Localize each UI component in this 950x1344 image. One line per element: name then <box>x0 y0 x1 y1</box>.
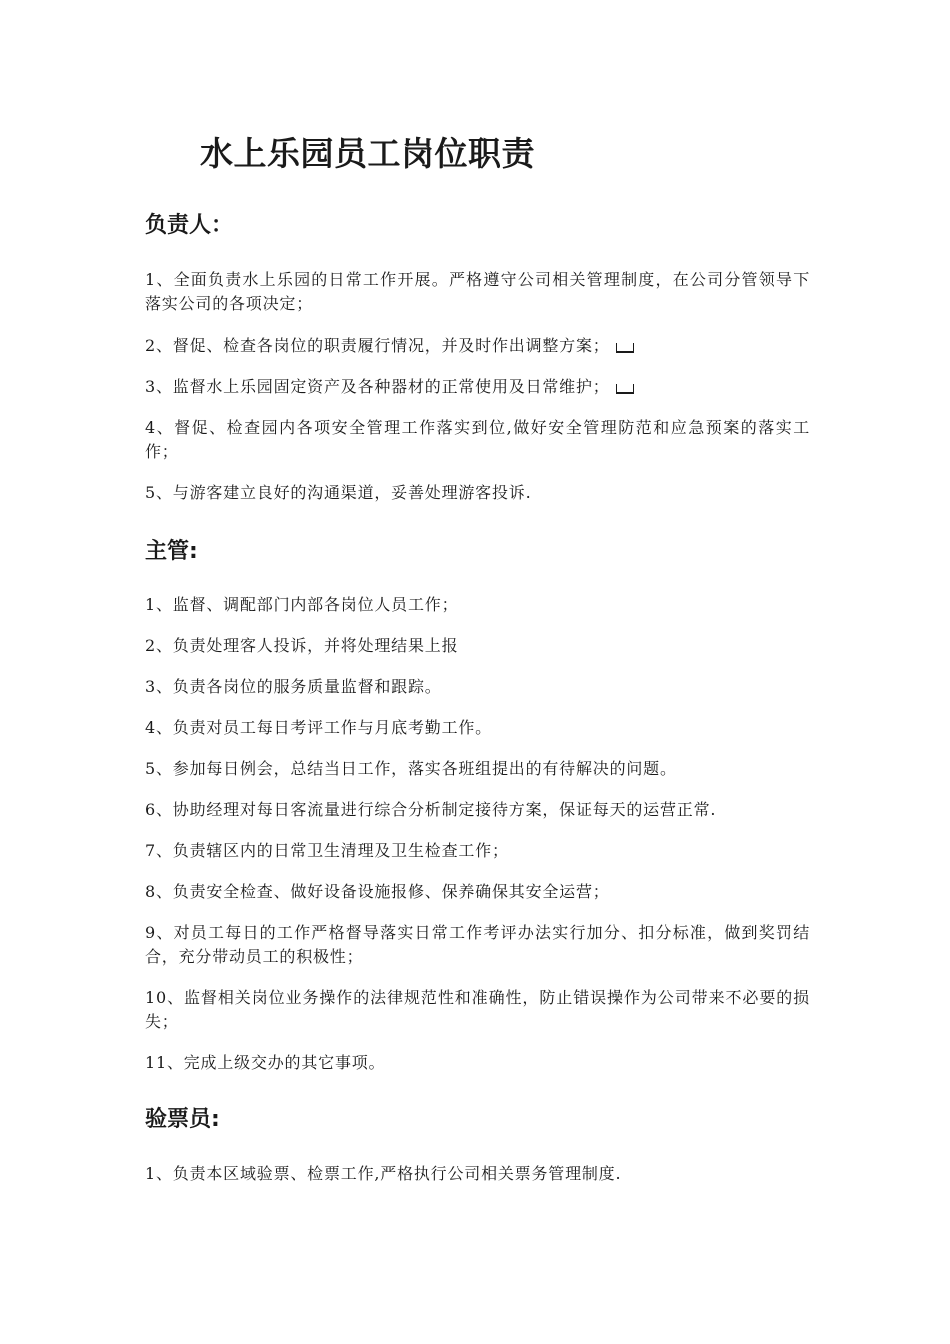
duty-item: 9、对员工每日的工作严格督导落实日常工作考评办法实行加分、扣分标准，做到奖罚结合，充分带动员工的积极性； <box>145 923 810 966</box>
section-heading-manager-in-charge: 负责人： <box>145 213 234 238</box>
duty-item: 1、监督、调配部门内部各岗位人员工作； <box>145 595 459 614</box>
duty-item: 5、与游客建立良好的沟通渠道，妥善处理游客投诉. <box>145 483 532 502</box>
duty-item: 7、负责辖区内的日常卫生清理及卫生检查工作； <box>145 841 509 860</box>
underline-mark-icon <box>616 343 634 353</box>
duty-item <box>145 375 810 399</box>
duty-item-text: 3、监督水上乐园固定资产及各种器材的正常使用及日常维护； <box>145 377 610 396</box>
duty-item-text: 2、督促、检查各岗位的职责履行情况，并及时作出调整方案； <box>145 336 610 355</box>
duty-item: 6、协助经理对每日客流量进行综合分析制定接待方案，保证每天的运营正常. <box>145 800 717 819</box>
duty-item: 3、负责各岗位的服务质量监督和跟踪。 <box>145 677 442 696</box>
duty-item: 4、督促、检查园内各项安全管理工作落实到位,做好安全管理防范和应急预案的落实工作； <box>145 418 810 461</box>
duty-item: 1、负责本区域验票、检票工作,严格执行公司相关票务管理制度. <box>145 1164 622 1183</box>
duty-item: 5、参加每日例会，总结当日工作，落实各班组提出的有待解决的问题。 <box>145 759 677 778</box>
duty-item: 1、全面负责水上乐园的日常工作开展。严格遵守公司相关管理制度，在公司分管领导下落实公司的各项决定； <box>145 270 810 313</box>
duty-item: 11、完成上级交办的其它事项。 <box>145 1053 386 1072</box>
duty-item <box>145 334 810 358</box>
duty-item: 4、负责对员工每日考评工作与月底考勤工作。 <box>145 718 492 737</box>
document-title: 水上乐园员工岗位职责 <box>200 134 535 173</box>
duty-item: 10、监督相关岗位业务操作的法律规范性和准确性，防止错误操作为公司带来不必要的损失； <box>145 988 810 1031</box>
duty-item: 2、负责处理客人投诉，并将处理结果上报 <box>145 636 459 655</box>
section-heading-supervisor: 主管: <box>145 539 198 564</box>
duty-item: 8、负责安全检查、做好设备设施报修、保养确保其安全运营； <box>145 882 610 901</box>
underline-mark-icon <box>616 384 634 394</box>
section-heading-ticket-inspector: 验票员: <box>145 1107 220 1132</box>
